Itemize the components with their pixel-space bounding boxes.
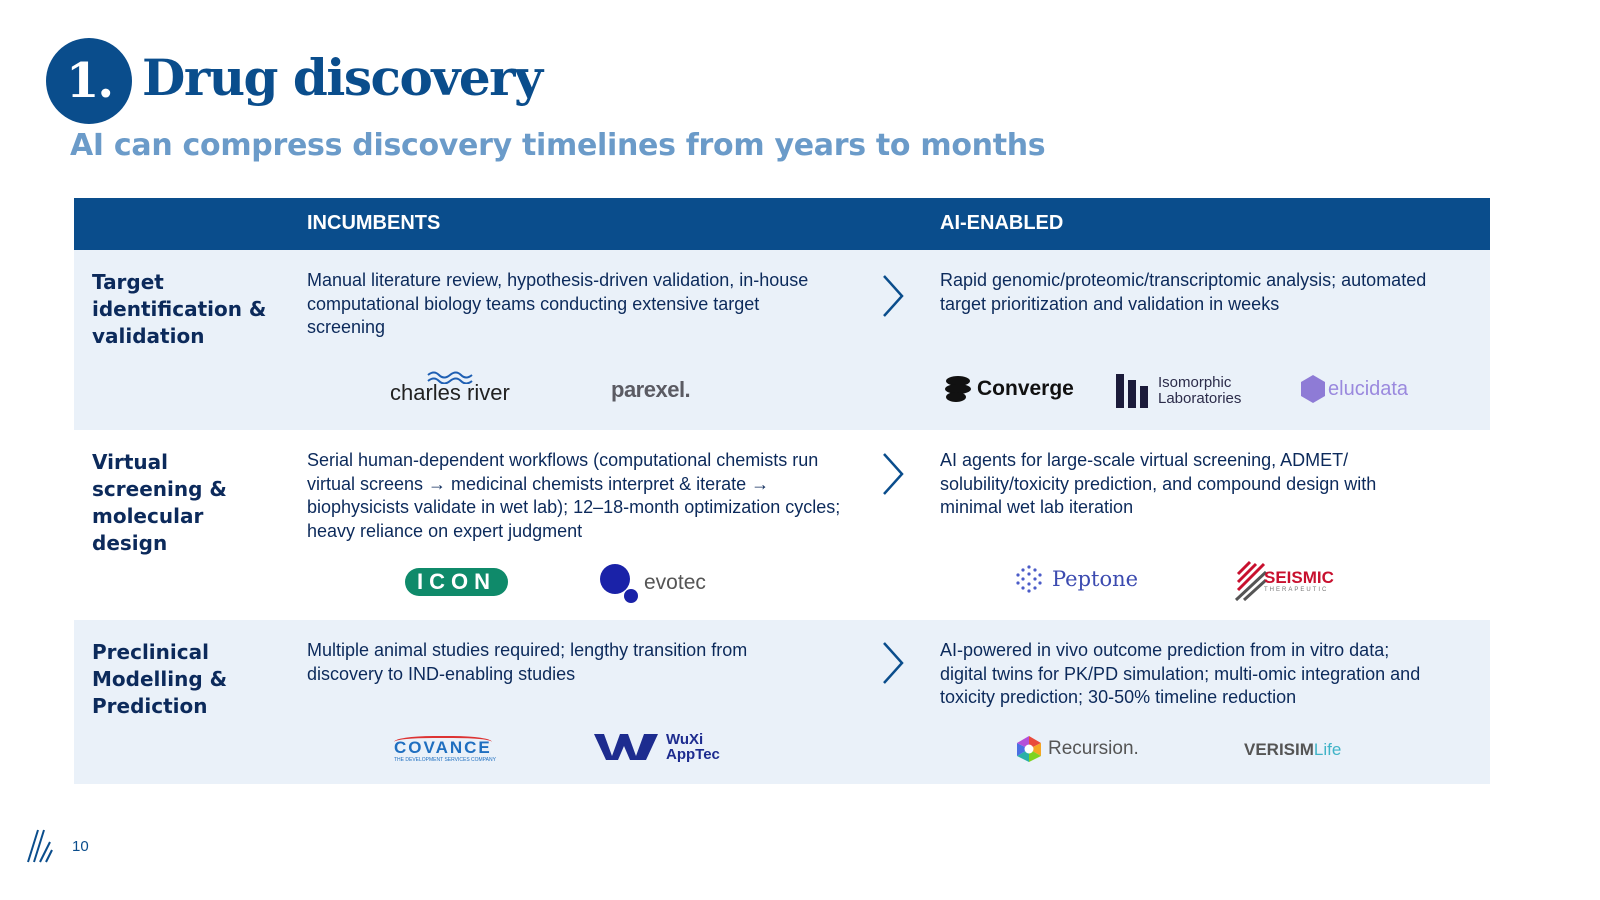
ai-enabled-description: Rapid genomic/proteomic/transcriptomic analysis; automated target prioritization and validation in weeks xyxy=(940,270,1427,314)
chevron-right-icon xyxy=(880,274,906,318)
chevron-right-icon xyxy=(880,452,906,496)
evotec-mark-icon xyxy=(598,562,640,604)
evotec-logo: evotec xyxy=(598,562,706,604)
charles-river-logo: charles river xyxy=(390,370,510,406)
page-title: Drug discovery xyxy=(142,48,542,107)
page-number: 10 xyxy=(72,838,89,855)
comparison-table xyxy=(74,198,1490,784)
parexel-logo: parexel. xyxy=(611,377,691,402)
incumbents-description: Serial human-dependent workflows (computational chemists run virtual screens → medicinal chemists interpret & iterate → biophysicists validate in wet lab); 12–18-month optimization cycles; heavy reliance on expert judgment xyxy=(307,450,841,541)
verisim-life-logo: VERISIM Life xyxy=(1244,740,1342,759)
brand-slash-icon xyxy=(26,828,54,864)
seismic-stripes-icon xyxy=(1234,560,1268,602)
covance-logo: COVANCE THE DEVELOPMENT SERVICES COMPANY xyxy=(394,738,496,763)
incumbents-description: Manual literature review, hypothesis-driven validation, in-house computational biology teams conducting extensive target screening xyxy=(307,270,809,337)
peptone-dots-icon xyxy=(1014,564,1044,594)
chevron-right-icon xyxy=(880,641,906,685)
row-label: Preclinical Modelling & Prediction xyxy=(92,640,228,718)
converge-logo: Converge xyxy=(944,374,1074,404)
incumbents-description: Multiple animal studies required; lengthy transition from discovery to IND-enabling studies xyxy=(307,640,748,684)
column-header-incumbents: INCUMBENTS xyxy=(307,212,441,234)
section-number-badge: 1. xyxy=(46,38,132,124)
wuxi-mark-icon xyxy=(594,732,660,762)
elucidata-logo: elucidata xyxy=(1300,374,1408,404)
peptone-logo: Peptone xyxy=(1014,564,1138,594)
table-row-target-identification xyxy=(74,250,1490,430)
recursion-hexagon-icon xyxy=(1016,735,1042,763)
table-row-virtual-screening xyxy=(74,430,1490,620)
row-label: Virtual screening & molecular design xyxy=(92,450,227,555)
isomorphic-laboratories-logo: Isomorphic Laboratories xyxy=(1114,372,1268,410)
isomorphic-mark-icon xyxy=(1114,372,1150,410)
icon-plc-logo: ICON xyxy=(405,568,508,596)
table-row-preclinical-modelling xyxy=(74,620,1490,784)
seismic-therapeutic-logo: SEISMIC THERAPEUTIC xyxy=(1234,560,1334,602)
converge-mark-icon xyxy=(944,374,972,404)
page-subtitle: AI can compress discovery timelines from years to months xyxy=(70,128,1046,163)
column-header-ai-enabled: AI-ENABLED xyxy=(940,212,1064,234)
recursion-logo: Recursion. xyxy=(1016,735,1139,763)
elucidata-mark-icon xyxy=(1300,374,1326,404)
ai-enabled-description: AI agents for large-scale virtual screening, ADMET/ solubility/toxicity prediction, and compound design with minimal wet lab iteration xyxy=(940,450,1377,517)
ai-enabled-description: AI-powered in vivo outcome prediction from in vitro data; digital twins for PK/PD simulation; multi-omic integration and toxicity prediction; 30-50% timeline reduction xyxy=(940,640,1421,707)
wuxi-apptec-logo: WuXi AppTec xyxy=(594,732,720,762)
table-header xyxy=(74,198,1490,250)
row-label: Target identification & validation xyxy=(92,270,267,348)
